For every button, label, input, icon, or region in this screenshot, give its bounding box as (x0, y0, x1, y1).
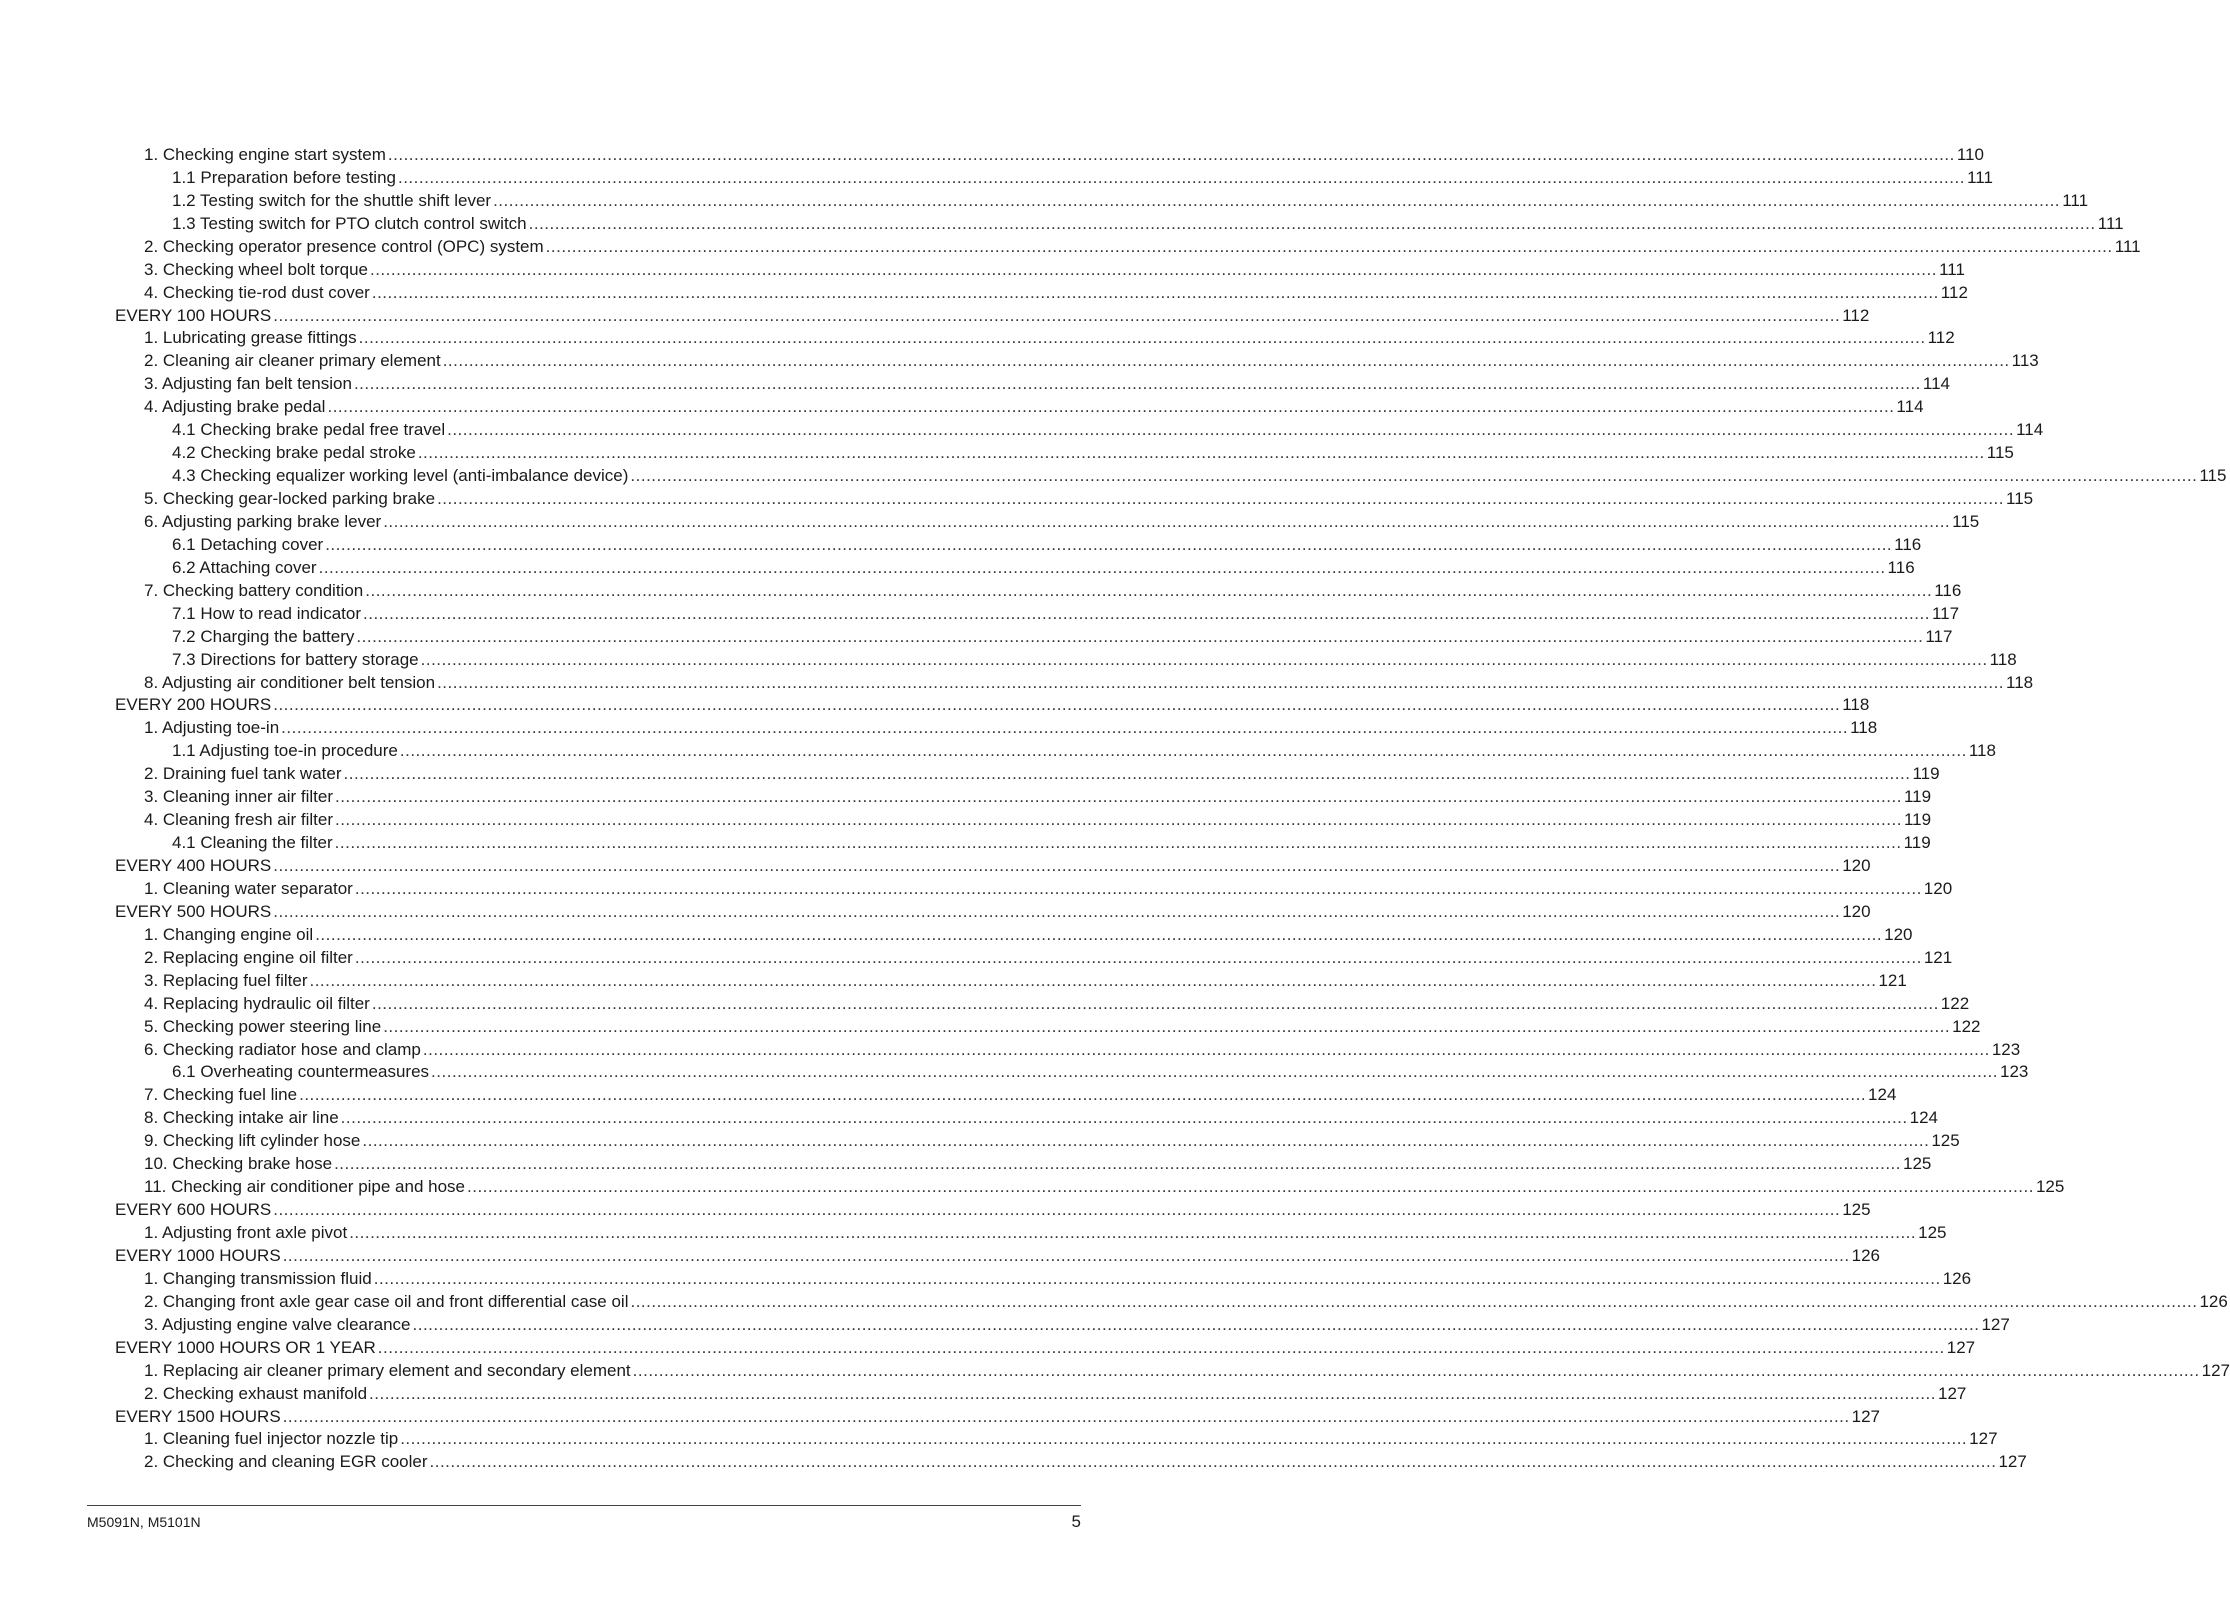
toc-entry[interactable] (115, 441, 2014, 464)
toc-entry-label: 2. Replacing engine oil filter (144, 947, 353, 967)
toc-dot-leader: ............................................................................................................................................................................................................................................................................................................ (371, 993, 1939, 1013)
toc-dot-leader: ............................................................................................................................................................................................................................................................................................................ (420, 649, 1988, 669)
toc-entry[interactable] (115, 1083, 1897, 1106)
toc-entry[interactable] (115, 418, 2044, 441)
toc-dot-leader: ............................................................................................................................................................................................................................................................................................................ (397, 167, 1965, 187)
toc-entry[interactable] (115, 785, 1932, 808)
toc-dot-leader: ............................................................................................................................................................................................................................................................................................................ (343, 764, 1911, 784)
toc-entry-label: 1. Adjusting toe-in (144, 718, 280, 738)
toc-entry-page: 127 (1937, 1383, 1967, 1403)
toc-entry[interactable] (115, 395, 1924, 418)
toc-entry-label: 7.2 Charging the battery (172, 626, 355, 646)
toc-entry[interactable] (115, 1382, 1967, 1405)
toc-entry[interactable] (115, 189, 2089, 212)
toc-section-heading[interactable] (115, 1198, 1871, 1221)
toc-dot-leader: ............................................................................................................................................................................................................................................................................................................ (354, 878, 1922, 898)
toc-entry[interactable] (115, 1290, 2228, 1313)
toc-entry-label: 3. Cleaning inner air filter (144, 787, 333, 807)
toc-entry-label: 3. Adjusting engine valve clearance (144, 1314, 411, 1334)
toc-entry-label: 4.1 Checking brake pedal free travel (172, 420, 446, 440)
toc-entry[interactable] (115, 923, 1913, 946)
toc-entry[interactable] (115, 349, 2039, 372)
toc-entry-label: 2. Checking exhaust manifold (144, 1383, 368, 1403)
toc-section-heading[interactable] (115, 694, 1870, 717)
toc-entry-page: 121 (1878, 970, 1907, 990)
toc-entry-label: 1. Changing engine oil (144, 924, 314, 944)
toc-dot-leader: ............................................................................................................................................................................................................................................................................................................ (309, 970, 1877, 990)
toc-entry-label: 4. Replacing hydraulic oil filter (144, 993, 370, 1013)
toc-dot-leader: ............................................................................................................................................................................................................................................................................................................ (467, 1177, 2034, 1197)
toc-entry-page: 111 (2062, 190, 2089, 210)
toc-entry[interactable] (115, 1106, 1938, 1129)
toc-entry[interactable] (115, 166, 1993, 189)
toc-entry-page: 111 (2114, 236, 2141, 256)
toc-entry-label: 7. Checking battery condition (144, 580, 364, 600)
toc-entry-page: 118 (2006, 672, 2034, 692)
toc-dot-leader: ............................................................................................................................................................................................................................................................................................................ (356, 626, 1924, 646)
toc-entry-label: 6. Adjusting parking brake lever (144, 511, 382, 531)
toc-dot-leader: ............................................................................................................................................................................................................................................................................................................ (442, 351, 2010, 371)
toc-entry-page: 115 (1952, 511, 1980, 531)
toc-entry-page: 119 (1903, 810, 1932, 830)
toc-dot-leader: ............................................................................................................................................................................................................................................................................................................ (493, 190, 2061, 210)
toc-entry-page: 116 (1894, 534, 1922, 554)
toc-entry-label: 2. Cleaning air cleaner primary element (144, 351, 441, 371)
toc-dot-leader: ............................................................................................................................................................................................................................................................................................................ (340, 1108, 1908, 1128)
toc-entry-label: 1. Checking engine start system (144, 144, 386, 164)
toc-entry-label: 6.2 Attaching cover (172, 557, 317, 577)
toc-section-heading[interactable] (115, 854, 1871, 877)
toc-dot-leader: ............................................................................................................................................................................................................................................................................................................ (273, 856, 1841, 875)
toc-dot-leader: ............................................................................................................................................................................................................................................................................................................ (273, 695, 1841, 715)
toc-entry-label: EVERY 100 HOURS (115, 305, 272, 325)
toc-entry-label: 7. Checking fuel line (144, 1085, 298, 1105)
toc-entry-page: 120 (1842, 856, 1871, 875)
toc-section-heading[interactable] (115, 1336, 1976, 1359)
toc-entry-label: 6. Checking radiator hose and clamp (144, 1039, 421, 1059)
toc-dot-leader: ............................................................................................................................................................................................................................................................................................................ (334, 787, 1902, 807)
toc-dot-leader: ............................................................................................................................................................................................................................................................................................................ (369, 259, 1937, 279)
toc-entry[interactable] (115, 877, 1953, 900)
toc-dot-leader: ............................................................................................................................................................................................................................................................................................................ (334, 1154, 1902, 1174)
toc-entry-page: 126 (1942, 1268, 1972, 1288)
toc-dot-leader: ............................................................................................................................................................................................................................................................................................................ (545, 236, 2113, 256)
toc-entry-page: 125 (1931, 1131, 1960, 1151)
toc-dot-leader: ............................................................................................................................................................................................................................................................................................................ (369, 1383, 1936, 1403)
toc-entry-label: 11. Checking air conditioner pipe and hose (144, 1177, 466, 1197)
toc-entry-label: 1.3 Testing switch for PTO clutch control switch (172, 213, 527, 233)
toc-entry-label: 10. Checking brake hose (144, 1154, 333, 1174)
toc-entry-label: 2. Draining fuel tank water (144, 764, 342, 784)
toc-entry-page: 112 (1940, 282, 1968, 302)
toc-entry[interactable] (115, 808, 1932, 831)
toc-entry-page: 125 (1903, 1154, 1932, 1174)
toc-entry-label: 8. Checking intake air line (144, 1108, 339, 1128)
toc-entry-page: 115 (1986, 443, 2014, 463)
toc-entry[interactable] (115, 1152, 1932, 1175)
toc-entry-page: 127 (1946, 1337, 1976, 1357)
toc-dot-leader: ............................................................................................................................................................................................................................................................................................................ (371, 282, 1939, 302)
toc-dot-leader: ............................................................................................................................................................................................................................................................................................................ (528, 213, 2096, 233)
toc-dot-leader: ............................................................................................................................................................................................................................................................................................................ (282, 1245, 1850, 1265)
toc-dot-leader: ............................................................................................................................................................................................................................................................................................................ (315, 924, 1883, 944)
toc-dot-leader: ............................................................................................................................................................................................................................................................................................................ (334, 833, 1902, 853)
toc-entry[interactable] (115, 1061, 2029, 1084)
toc-dot-leader: ............................................................................................................................................................................................................................................................................................................ (373, 1268, 1941, 1288)
footer-model-name: M5091N, M5101N (87, 1514, 201, 1530)
toc-dot-leader: ............................................................................................................................................................................................................................................................................................................ (358, 328, 1926, 348)
toc-dot-leader: ............................................................................................................................................................................................................................................................................................................ (399, 741, 1967, 761)
toc-entry-page: 118 (1989, 649, 2017, 669)
toc-entry[interactable] (115, 1221, 1947, 1244)
toc-dot-leader: ............................................................................................................................................................................................................................................................................................................ (363, 603, 1930, 623)
toc-entry-label: 2. Checking and cleaning EGR cooler (144, 1452, 428, 1472)
toc-entry[interactable] (115, 1175, 2065, 1198)
toc-entry-page: 112 (1927, 328, 1955, 348)
toc-dot-leader: ............................................................................................................................................................................................................................................................................................................ (362, 1131, 1930, 1151)
toc-entry-page: 127 (1969, 1429, 1998, 1449)
toc-entry-page: 121 (1923, 947, 1953, 967)
toc-dot-leader: ............................................................................................................................................................................................................................................................................................................ (447, 420, 2015, 440)
toc-entry-page: 126 (2199, 1291, 2228, 1311)
toc-dot-leader: ............................................................................................................................................................................................................................................................................................................ (299, 1085, 1867, 1105)
toc-entry-label: 1. Changing transmission fluid (144, 1268, 372, 1288)
toc-entry-page: 120 (1923, 878, 1953, 898)
toc-entry-page: 111 (1967, 167, 1993, 187)
toc-entry-label: 1. Cleaning water separator (144, 878, 353, 898)
toc-dot-leader: ............................................................................................................................................................................................................................................................................................................ (273, 1200, 1841, 1220)
toc-entry-label: 1.1 Preparation before testing (172, 167, 396, 187)
table-of-contents (115, 143, 2230, 1473)
toc-entry-page: 111 (1939, 259, 1965, 279)
toc-entry-label: EVERY 200 HOURS (115, 695, 272, 715)
toc-entry[interactable] (115, 1129, 1960, 1152)
toc-entry[interactable] (115, 510, 1980, 533)
toc-entry-page: 124 (1909, 1108, 1938, 1128)
toc-entry-page: 125 (1842, 1200, 1871, 1220)
toc-dot-leader: ............................................................................................................................................................................................................................................................................................................ (281, 718, 1849, 738)
toc-section-heading[interactable] (115, 1244, 1881, 1267)
toc-entry-page: 127 (2201, 1360, 2230, 1380)
toc-entry-page: 125 (2035, 1177, 2065, 1197)
toc-entry-label: 1.2 Testing switch for the shuttle shift lever (172, 190, 492, 210)
toc-section-heading[interactable] (115, 1405, 1881, 1428)
toc-dot-leader: ............................................................................................................................................................................................................................................................................................................ (383, 1016, 1951, 1036)
toc-entry[interactable] (115, 992, 1970, 1015)
toc-entry-page: 126 (1851, 1245, 1881, 1265)
toc-entry-page: 125 (1918, 1223, 1947, 1242)
toc-entry-label: 6.1 Overheating countermeasures (172, 1062, 430, 1082)
toc-entry-page: 120 (1842, 901, 1871, 921)
toc-entry[interactable] (115, 831, 1931, 854)
toc-entry-page: 124 (1868, 1085, 1897, 1105)
toc-entry-label: 4. Checking tie-rod dust cover (144, 282, 370, 302)
toc-entry-page: 123 (2000, 1062, 2029, 1082)
toc-entry-page: 111 (2097, 213, 2124, 233)
toc-entry[interactable] (115, 1015, 1981, 1038)
toc-entry[interactable] (115, 1313, 2010, 1336)
toc-entry[interactable] (115, 716, 1878, 739)
toc-entry[interactable] (115, 464, 2227, 487)
toc-entry-label: 5. Checking gear-locked parking brake (144, 489, 436, 508)
toc-entry-label: 7.1 How to read indicator (172, 603, 361, 623)
toc-entry-page: 113 (2011, 351, 2039, 371)
toc-entry-page: 119 (1912, 764, 1940, 784)
toc-entry[interactable] (115, 739, 1996, 762)
toc-entry-label: 3. Replacing fuel filter (144, 970, 308, 990)
toc-entry-page: 119 (1903, 833, 1931, 853)
toc-dot-leader: ............................................................................................................................................................................................................................................................................................................ (630, 1291, 2198, 1311)
toc-dot-leader: ............................................................................................................................................................................................................................................................................................................ (334, 810, 1902, 830)
footer-page-number: 5 (1071, 1512, 1081, 1531)
toc-entry[interactable] (115, 579, 1962, 602)
toc-entry-page: 122 (1952, 1016, 1981, 1036)
toc-entry[interactable] (115, 648, 2017, 671)
toc-entry-page: 117 (1931, 603, 1960, 623)
toc-entry[interactable] (115, 533, 1922, 556)
toc-entry-page: 114 (2016, 420, 2044, 440)
toc-entry-page: 115 (2006, 489, 2034, 508)
toc-dot-leader: ............................................................................................................................................................................................................................................................................................................ (353, 374, 1921, 394)
toc-dot-leader: ............................................................................................................................................................................................................................................................................................................ (431, 1062, 1998, 1082)
toc-entry-label: 5. Checking power steering line (144, 1016, 382, 1036)
toc-entry-page: 114 (1922, 374, 1950, 394)
toc-entry[interactable] (115, 372, 1950, 395)
toc-dot-leader: ............................................................................................................................................................................................................................................................................................................ (422, 1039, 1990, 1059)
toc-entry[interactable] (115, 1267, 1972, 1290)
toc-entry-page: 116 (1934, 580, 1962, 600)
toc-entry-label: 1. Adjusting front axle pivot (144, 1223, 348, 1242)
toc-dot-leader: ............................................................................................................................................................................................................................................................................................................ (377, 1337, 1945, 1357)
toc-entry-label: 4. Adjusting brake pedal (144, 397, 326, 417)
toc-dot-leader: ............................................................................................................................................................................................................................................................................................................ (412, 1314, 1980, 1334)
toc-entry-label: 2. Changing front axle gear case oil and front differential case oil (144, 1291, 629, 1311)
toc-entry[interactable] (115, 281, 1968, 304)
toc-dot-leader: ............................................................................................................................................................................................................................................................................................................ (318, 557, 1886, 577)
toc-entry-label: 4.2 Checking brake pedal stroke (172, 443, 416, 463)
toc-entry-page: 123 (1991, 1039, 2021, 1059)
toc-entry-label: 1. Cleaning fuel injector nozzle tip (144, 1429, 399, 1449)
toc-entry-label: 1. Replacing air cleaner primary element and secondary element (144, 1360, 631, 1380)
footer-divider (87, 1505, 1081, 1506)
toc-entry-label: 1.1 Adjusting toe-in procedure (172, 741, 398, 761)
toc-dot-leader: ............................................................................................................................................................................................................................................................................................................ (417, 443, 1985, 463)
toc-entry-label: 6.1 Detaching cover (172, 534, 324, 554)
toc-entry-page: 110 (1956, 144, 1984, 164)
toc-entry-label: 4.1 Cleaning the filter (172, 833, 333, 853)
toc-entry-label: 8. Adjusting air conditioner belt tension (144, 672, 436, 692)
toc-entry-page: 117 (1925, 626, 1953, 646)
toc-dot-leader: ............................................................................................................................................................................................................................................................................................................ (273, 901, 1841, 921)
toc-entry[interactable] (115, 946, 1953, 969)
toc-entry-page: 127 (1981, 1314, 2010, 1334)
toc-entry-page: 114 (1896, 397, 1924, 417)
toc-dot-leader: ............................................................................................................................................................................................................................................................................................................ (437, 489, 2005, 508)
toc-entry[interactable] (115, 235, 2141, 258)
toc-entry-label: EVERY 500 HOURS (115, 901, 272, 921)
toc-dot-leader: ............................................................................................................................................................................................................................................................................................................ (429, 1452, 1997, 1472)
toc-entry-label: 2. Checking operator presence control (OPC) system (144, 236, 544, 256)
toc-dot-leader: ............................................................................................................................................................................................................................................................................................................ (273, 305, 1841, 325)
toc-dot-leader: ............................................................................................................................................................................................................................................................................................................ (437, 672, 2005, 692)
toc-dot-leader: ............................................................................................................................................................................................................................................................................................................ (327, 397, 1895, 417)
toc-entry-label: 3. Adjusting fan belt tension (144, 374, 352, 394)
toc-entry[interactable] (115, 1428, 1998, 1451)
toc-entry[interactable] (115, 143, 1984, 166)
toc-entry[interactable] (115, 556, 1915, 579)
toc-entry[interactable] (115, 671, 2034, 694)
toc-dot-leader: ............................................................................................................................................................................................................................................................................................................ (383, 511, 1951, 531)
toc-entry-page: 120 (1884, 924, 1913, 944)
toc-entry[interactable] (115, 969, 1907, 992)
toc-entry-label: EVERY 1500 HOURS (115, 1406, 281, 1426)
toc-entry-page: 127 (1851, 1406, 1881, 1426)
toc-entry-page: 115 (2199, 466, 2227, 486)
toc-dot-leader: ............................................................................................................................................................................................................................................................................................................ (387, 144, 1955, 164)
toc-entry-label: 4. Cleaning fresh air filter (144, 810, 333, 830)
toc-dot-leader: ............................................................................................................................................................................................................................................................................................................ (349, 1223, 1917, 1242)
toc-entry-page: 119 (1903, 787, 1932, 807)
toc-entry[interactable] (115, 602, 1960, 625)
toc-entry-label: 1. Lubricating grease fittings (144, 328, 357, 348)
toc-dot-leader: ............................................................................................................................................................................................................................................................................................................ (325, 534, 1893, 554)
toc-entry-page: 116 (1887, 557, 1915, 577)
toc-dot-leader: ............................................................................................................................................................................................................................................................................................................ (282, 1406, 1850, 1426)
toc-entry[interactable] (115, 212, 2124, 235)
toc-dot-leader: ............................................................................................................................................................................................................................................................................................................ (630, 466, 2198, 486)
toc-dot-leader: ............................................................................................................................................................................................................................................................................................................ (400, 1429, 1968, 1449)
toc-entry[interactable] (115, 1038, 2021, 1061)
toc-entry[interactable] (115, 762, 1940, 785)
toc-entry-label: 3. Checking wheel bolt torque (144, 259, 368, 279)
toc-entry-label: 9. Checking lift cylinder hose (144, 1131, 361, 1151)
toc-entry-page: 118 (1842, 695, 1870, 715)
toc-section-heading[interactable] (115, 304, 1870, 327)
toc-entry[interactable] (115, 1359, 2230, 1382)
toc-entry[interactable] (115, 1450, 2027, 1473)
toc-entry[interactable] (115, 258, 1965, 281)
toc-entry-label: 7.3 Directions for battery storage (172, 649, 419, 669)
toc-entry-label: EVERY 1000 HOURS (115, 1245, 281, 1265)
toc-entry-page: 118 (1850, 718, 1878, 738)
toc-entry[interactable] (115, 625, 1953, 648)
toc-entry-label: EVERY 1000 HOURS OR 1 YEAR (115, 1337, 376, 1357)
toc-entry-page: 118 (1968, 741, 1996, 761)
toc-dot-leader: ............................................................................................................................................................................................................................................................................................................ (632, 1360, 2200, 1380)
toc-entry-page: 127 (1998, 1452, 2027, 1472)
toc-entry-label: EVERY 600 HOURS (115, 1200, 272, 1220)
toc-entry-page: 122 (1940, 993, 1970, 1013)
toc-entry-page: 112 (1842, 305, 1870, 325)
toc-entry-label: 4.3 Checking equalizer working level (anti-imbalance device) (172, 466, 629, 486)
toc-entry-label: EVERY 400 HOURS (115, 856, 272, 875)
toc-entry[interactable] (115, 487, 2034, 510)
toc-section-heading[interactable] (115, 900, 1871, 923)
toc-dot-leader: ............................................................................................................................................................................................................................................................................................................ (354, 947, 1922, 967)
toc-dot-leader: ............................................................................................................................................................................................................................................................................................................ (365, 580, 1933, 600)
toc-entry[interactable] (115, 327, 1955, 350)
